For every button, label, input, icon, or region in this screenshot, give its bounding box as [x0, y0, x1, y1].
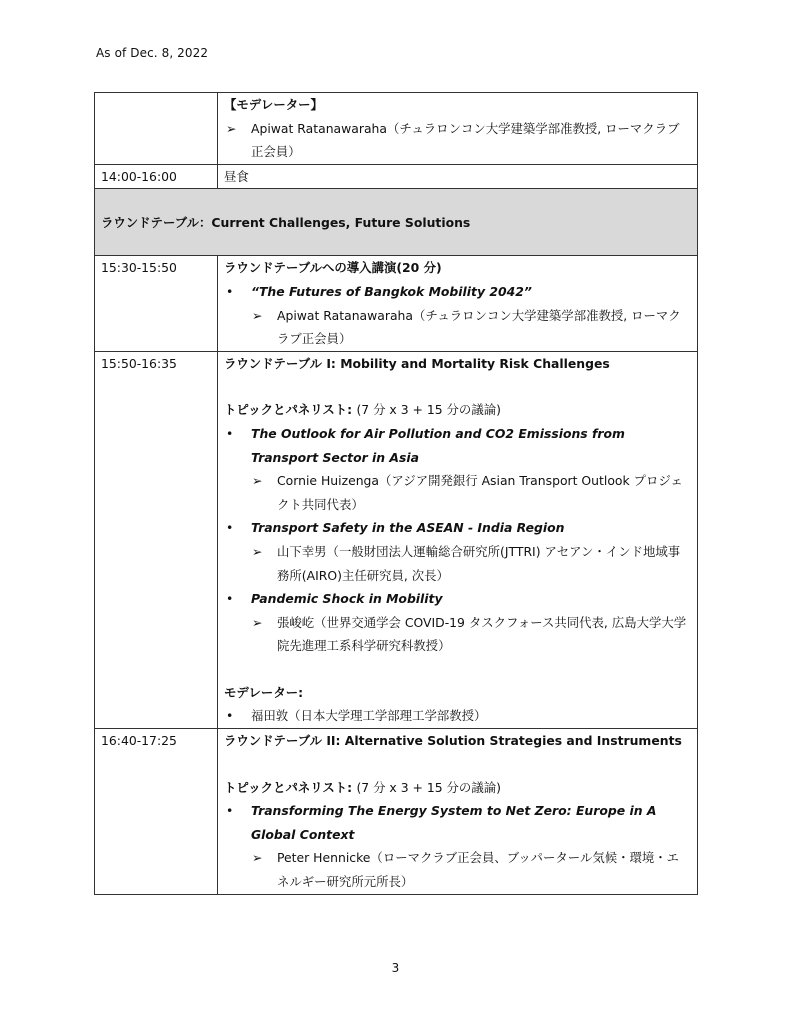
list-item: [224, 704, 691, 728]
panel-format: (7 分 x 3 + 15 分の議論): [356, 779, 501, 795]
moderator-person: Apiwat Ratanawaraha（チュラロンコン大学建築学部准教授, ローマクラブ正会員）: [251, 120, 680, 160]
time-cell: 14:00-16:00: [95, 164, 218, 189]
arrow-bullet-icon: ➢: [252, 307, 263, 323]
arrow-bullet-icon: ➢: [252, 473, 263, 489]
topic-title: Transport Safety in the ASEAN - India Region: [251, 520, 565, 536]
time-cell: 15:30-15:50: [95, 256, 218, 351]
list-item: [224, 540, 691, 587]
page-number: 3: [391, 961, 400, 975]
table-row: [95, 351, 698, 728]
content-cell: [218, 256, 698, 351]
bullet-icon: •: [226, 425, 234, 441]
panel-line: [224, 776, 691, 800]
speaker: Cornie Huizenga（アジア開発銀行 Asian Transport Outlook プロジェクト共同代表）: [277, 473, 683, 512]
talk-title: “The Futures of Bangkok Mobility 2042”: [251, 283, 532, 299]
topic-title: Pandemic Shock in Mobility: [251, 591, 443, 607]
spacer: [224, 658, 691, 681]
moderator-heading: 【モデレーター】: [224, 97, 323, 112]
list-item: [224, 846, 691, 893]
moderator-person: 福田敦（日本大学理工学部理工学部教授）: [251, 708, 487, 724]
content-cell: 昼食: [218, 164, 698, 189]
bullet-icon: •: [226, 283, 234, 299]
speaker: Peter Hennicke（ローマクラブ正会員、ブッパータール気候・環境・エネルギー研究所元所長）: [277, 850, 680, 890]
list-item: [224, 516, 691, 540]
panel-label: トピックとパネリスト:: [224, 402, 357, 418]
time-cell: 15:50-16:35: [95, 351, 218, 728]
session-heading: ラウンドテーブル I: Mobility and Mortality Risk Challenges: [224, 355, 610, 371]
list-item: [224, 611, 691, 658]
document-date: As of Dec. 8, 2022: [96, 46, 209, 60]
section-title: ラウンドテーブル：Current Challenges, Future Solutions: [95, 189, 698, 256]
list-item: [224, 117, 691, 164]
bullet-icon: •: [226, 520, 234, 536]
session-heading: ラウンドテーブル II: Alternative Solution Strategies and Instruments: [224, 733, 682, 749]
list-item: [224, 799, 691, 846]
speaker: Apiwat Ratanawaraha（チュラロンコン大学建築学部准教授, ローマクラブ正会員）: [277, 307, 681, 347]
panel-format: (7 分 x 3 + 15 分の議論): [356, 402, 501, 418]
section-header-row: [95, 189, 698, 256]
table-row: [95, 256, 698, 351]
table-row: [95, 93, 698, 165]
arrow-bullet-icon: ➢: [252, 543, 263, 559]
arrow-bullet-icon: ➢: [226, 120, 237, 136]
spacer: [224, 375, 691, 398]
topic-title: Transforming The Energy System to Net Zero: Europe in A Global Context: [251, 803, 657, 842]
table-row: [95, 729, 698, 895]
topic-title: The Outlook for Air Pollution and CO2 Emissions from Transport Sector in Asia: [251, 425, 625, 465]
speaker: 張峻屹（世界交通学会 COVID-19 タスクフォース共同代表, 広島大学大学院先進理工系科学研究科教授）: [277, 614, 687, 654]
list-item: [224, 304, 691, 351]
arrow-bullet-icon: ➢: [252, 850, 263, 866]
panel-line: [224, 398, 691, 422]
list-item: [224, 280, 691, 304]
time-cell: [95, 93, 218, 165]
table-row: [95, 164, 698, 189]
bullet-icon: •: [226, 708, 234, 724]
bullet-icon: •: [226, 591, 234, 607]
content-cell: [218, 93, 698, 165]
bullet-icon: •: [226, 803, 234, 819]
arrow-bullet-icon: ➢: [252, 614, 263, 630]
speaker: 山下幸男（一般財団法人運輸総合研究所(JTTRI) アセアン・インド地域事務所(AIRO)主任研究員, 次長）: [277, 543, 681, 583]
session-heading: ラウンドテーブルへの導入講演(20 分): [224, 260, 442, 276]
time-cell: 16:40-17:25: [95, 729, 218, 895]
list-item: [224, 422, 691, 469]
list-item: [224, 587, 691, 611]
list-item: [224, 469, 691, 516]
moderator-label: モデレーター:: [224, 684, 304, 700]
agenda-table: [94, 92, 698, 895]
spacer: [224, 753, 691, 776]
content-cell: [218, 351, 698, 728]
panel-label: トピックとパネリスト:: [224, 779, 357, 795]
content-cell: [218, 729, 698, 895]
